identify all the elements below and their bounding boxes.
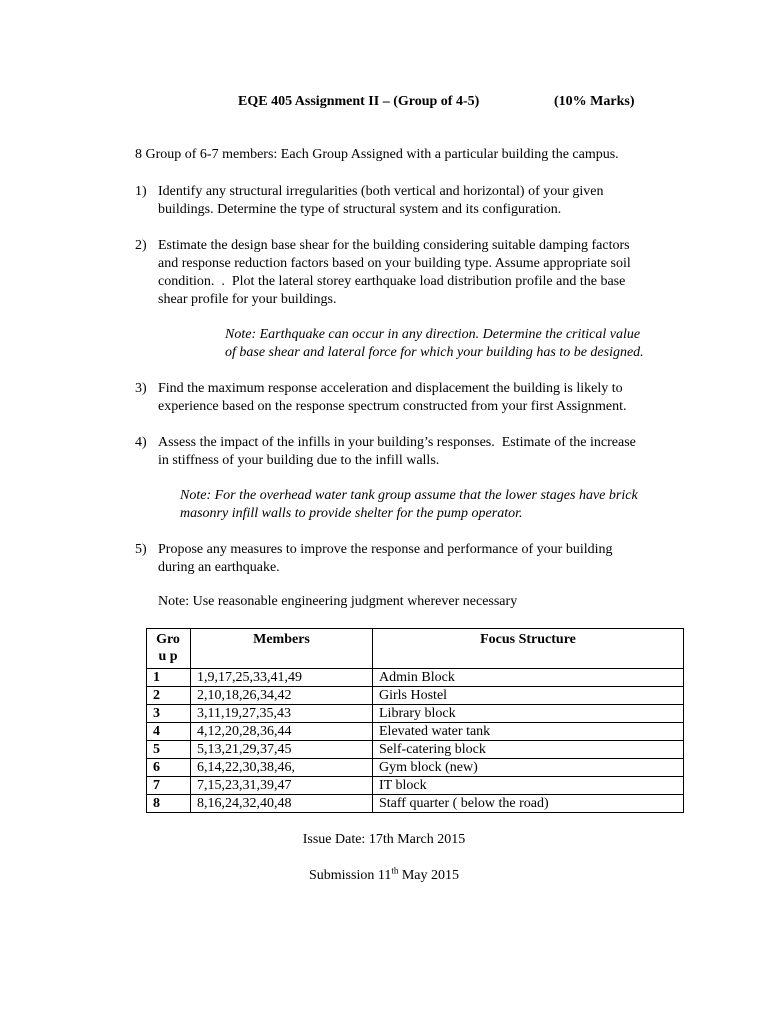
item-line: buildings. Determine the type of structural system and its configuration. xyxy=(158,202,562,217)
item-1 xyxy=(135,183,695,219)
item-line: shear profile for your buildings. xyxy=(158,292,337,307)
header-group: Grou p xyxy=(147,629,191,669)
item-line: experience based on the response spectrum constructed from your first Assignment. xyxy=(158,399,627,414)
item-line: Identify any structural irregularities (both vertical and horizontal) of your given xyxy=(158,184,604,199)
item-line: Propose any measures to improve the response and performance of your building xyxy=(158,542,613,557)
item-line: and response reduction factors based on your building type. Assume appropriate soil xyxy=(158,256,631,271)
table-row: 4 4,12,20,28,36,44 Elevated water tank xyxy=(147,723,684,741)
table-row: 2 2,10,18,26,34,42 Girls Hostel xyxy=(147,687,684,705)
document-title xyxy=(238,94,635,110)
marks-text: (10% Marks) xyxy=(554,94,635,109)
item-3 xyxy=(135,380,695,416)
note-line: Note: Earthquake can occur in any direction. Determine the critical value xyxy=(225,327,641,342)
note-line: masonry infill walls to provide shelter for the pump operator. xyxy=(180,506,523,521)
note-line: of base shear and lateral force for which your building has to be designed. xyxy=(225,345,644,360)
group-assignment-table xyxy=(146,628,684,813)
note-engineering-judgment: Note: Use reasonable engineering judgment wherever necessary xyxy=(158,594,518,609)
item-line: condition. . Plot the lateral storey earthquake load distribution profile and the base xyxy=(158,274,626,289)
item-line: during an earthquake. xyxy=(158,560,280,575)
table-row: 6 6,14,22,30,38,46, Gym block (new) xyxy=(147,759,684,777)
note-earthquake-direction xyxy=(225,326,644,362)
item-number: 5) xyxy=(135,542,147,557)
item-line: Estimate the design base shear for the building considering suitable damping factors xyxy=(158,238,630,253)
item-number: 4) xyxy=(135,435,147,450)
table-row: 3 3,11,19,27,35,43 Library block xyxy=(147,705,684,723)
item-line: in stiffness of your building due to the infill walls. xyxy=(158,453,440,468)
submission-date: Submission 11th May 2015 xyxy=(308,865,460,883)
table-header-row xyxy=(147,629,684,669)
item-4 xyxy=(135,434,695,470)
table-row: 1 1,9,17,25,33,41,49 Admin Block xyxy=(147,669,684,687)
item-number: 1) xyxy=(135,184,147,199)
header-members: Members xyxy=(191,629,373,669)
header-focus-structure: Focus Structure xyxy=(373,629,684,669)
issue-date: Issue Date: 17th March 2015 xyxy=(302,832,466,847)
item-5 xyxy=(135,541,695,577)
item-line: Assess the impact of the infills in your building’s responses. Estimate of the increase xyxy=(158,435,636,450)
item-line: Find the maximum response acceleration and displacement the building is likely to xyxy=(158,381,623,396)
intro-paragraph: 8 Group of 6-7 members: Each Group Assigned with a particular building the campus. xyxy=(135,147,619,162)
item-number: 3) xyxy=(135,381,147,396)
table-row: 5 5,13,21,29,37,45 Self-catering block xyxy=(147,741,684,759)
item-2 xyxy=(135,237,695,309)
table-row: 7 7,15,23,31,39,47 IT block xyxy=(147,777,684,795)
title-text: EQE 405 Assignment II – (Group of 4-5) xyxy=(238,94,480,109)
note-line: Note: For the overhead water tank group assume that the lower stages have brick xyxy=(180,488,638,503)
note-water-tank xyxy=(180,487,638,523)
table-row: 8 8,16,24,32,40,48 Staff quarter ( below the road) xyxy=(147,795,684,813)
item-number: 2) xyxy=(135,238,147,253)
